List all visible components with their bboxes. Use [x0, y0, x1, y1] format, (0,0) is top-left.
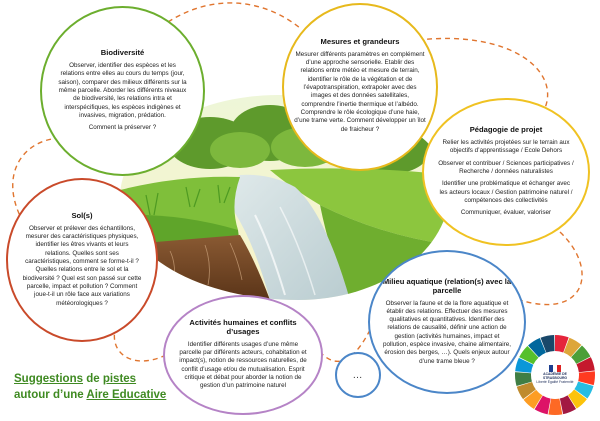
mesures-title: Mesures et grandeurs	[320, 37, 400, 47]
milieu-title: Milieu aquatique (relation(s) avec la parcelle	[382, 277, 512, 295]
footer-word-pistes: pistes	[102, 373, 137, 385]
sdg-wheel-logo	[514, 334, 596, 416]
footer-word-suggestions: Suggestions	[14, 373, 84, 385]
pedagogie-text-2: Observer et contribuer / Sciences participatives / Recherche / données naturalistes	[438, 159, 574, 176]
more-text: …	[352, 369, 364, 381]
mesures-bubble	[282, 3, 438, 171]
connector-mesures-pedagogie	[418, 38, 548, 108]
more-bubble	[335, 352, 381, 398]
pedagogie-text-4: Communiquer, évaluer, valoriser	[460, 209, 552, 217]
activites-title: Activités humaines et conflits d’usages	[189, 318, 297, 337]
mesures-text: Mesurer différents paramètres en complément d’une approche sensorielle. Etablir des relations entre météo et mesure de terrain, identifier le rôle de la végétation et de l’évapotranspiration, extrapoler avec des images et des données satellitales, comprendre l’inertie thermique et l’albédo. Comprendre le rôle écologique d’une haie, d’une trame verte. Comment développer un îlot de fraicheur ?	[294, 50, 426, 133]
footer-word-aire-educative: Aire Educative	[86, 388, 167, 401]
activites-text: Identifier différents usages d’une même parcelle par différents acteurs, cohabitation et impact(s), notion de ressources naturelles, de conflit d’usage et/ou de mutualisation. Esprit critique et débat pour aborder la notion de gestion d’un patrimoine naturel	[179, 340, 307, 390]
academie-motto: Liberté Égalité Fraternité	[536, 379, 574, 384]
academie-logo	[532, 352, 578, 398]
biodiversite-title: Biodiversité	[100, 48, 145, 58]
sol-text: Observer et prélever des échantillons, mesurer des caractéristiques physiques, identifier les êtres vivants et leurs relations. Quelles sont ses caractéristiques, comment se forme-t-il ? Quelles relations entre le sol et la biodiversité ? Quel est son passé sur cette parcelle, impact et pollution ? Comment joue-t-il un rôle face aux variations météorologiques ?	[22, 224, 142, 307]
biodiversite-text: Observer, identifier des espèces et les relations entre elles au cours du temps (jour, saison), comparer des milieux différents sur la même parcelle. Aborder les différents niveaux de biodiversité, les relations intra et interspécifiques, les espèces indigènes et invasives, migration, prédation.	[58, 62, 187, 119]
sol-bubble	[6, 178, 158, 342]
pedagogie-title: Pédagogie de projet	[469, 125, 543, 135]
pedagogie-text-3: Identifier une problématique et échanger avec les acteurs locaux / Gestion patrimoine naturel / compétences des collectivités	[439, 180, 573, 204]
sdg-segment-9	[548, 399, 562, 415]
connector-bio-mesures	[168, 3, 300, 28]
footer-title	[14, 372, 166, 403]
academie-label: ACADÉMIE DE STRASBOURG	[542, 372, 568, 381]
activites-bubble	[163, 295, 323, 415]
biodiversite-question: Comment la préserver ?	[88, 124, 157, 132]
pedagogie-bubble	[422, 98, 590, 246]
footer-word-de: de	[83, 373, 103, 385]
footer-word-autour: autour d’une	[14, 388, 87, 401]
connector-activites-sol	[114, 330, 166, 361]
milieu-bubble	[368, 250, 526, 394]
pedagogie-text-1: Relier les activités projetées sur le terrain aux objectifs d’apprentissage / Ecole Dehors	[442, 139, 570, 155]
biodiversite-bubble	[40, 6, 205, 176]
milieu-text: Observer la faune et de la flore aquatique et établir des relations. Effectuer des mesures qualitatives et quantitatives. Identifier des relations de causalité, définir une action de gestion (activités humaines, impact et pollution, espèce invasive, chaine alimentaire, érosion des berges, …). Quels enjeux autour d’une trame bleue ?	[382, 299, 512, 365]
sol-title: Sol(s)	[71, 211, 93, 221]
